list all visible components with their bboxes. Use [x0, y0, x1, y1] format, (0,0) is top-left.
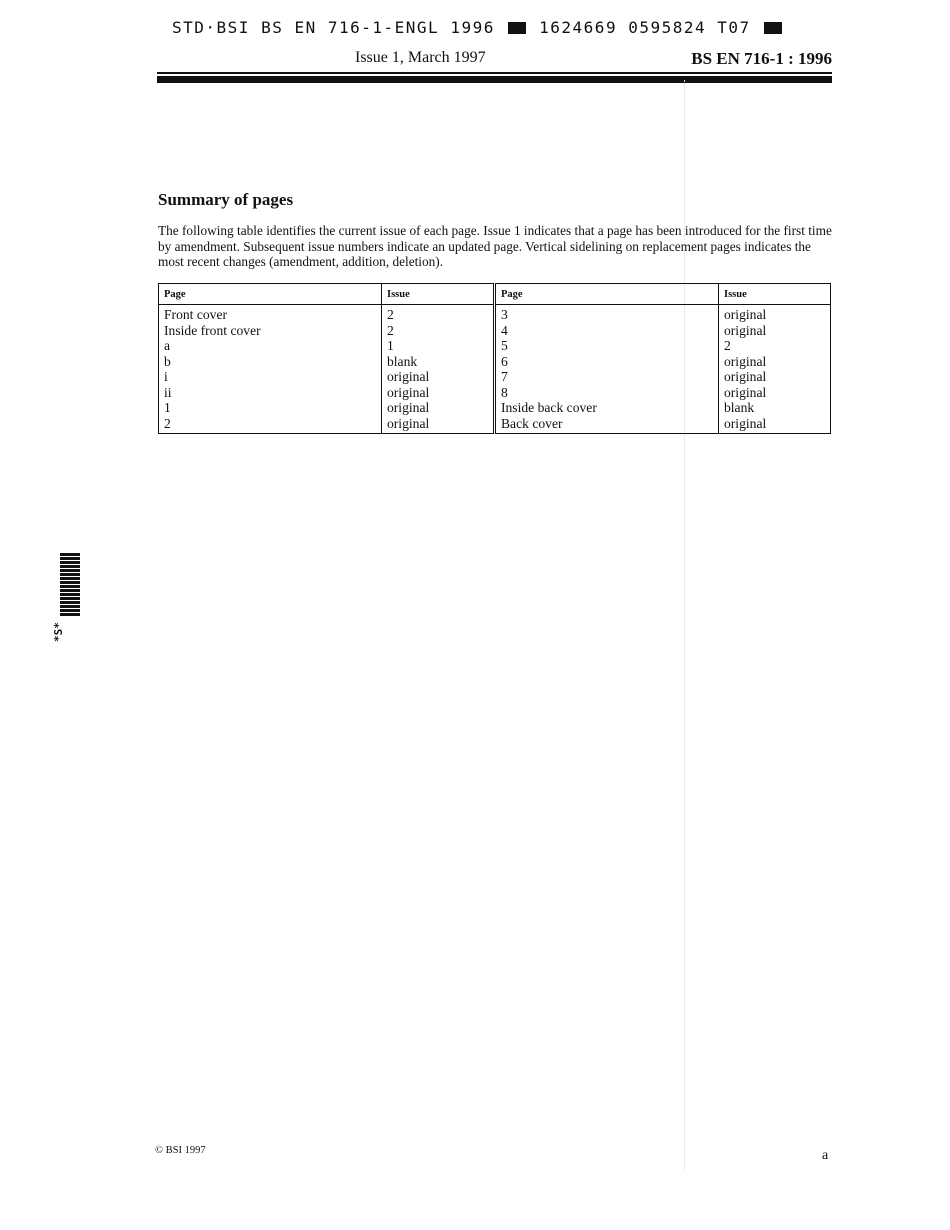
table-cell: 6 [494, 354, 718, 370]
table-cell: blank [718, 400, 830, 416]
table-header-row [159, 284, 831, 305]
table-cell: i [164, 369, 168, 384]
table-cell: 2 [381, 323, 494, 339]
section-heading: Summary of pages [158, 190, 294, 209]
summary-of-pages-table [158, 283, 831, 434]
column-header-page: Page [159, 284, 382, 305]
table-cell: 5 [494, 338, 718, 354]
column-header-issue: Issue [381, 284, 494, 305]
table-row [159, 354, 831, 370]
table-cell: ii [164, 384, 172, 400]
header-rule-thick [157, 76, 832, 83]
table-cell: original [718, 416, 830, 434]
page-number: a [822, 1148, 829, 1163]
table-cell: original [381, 400, 494, 416]
black-block-mark [508, 22, 526, 34]
table-cell: original [381, 385, 494, 401]
intro-paragraph: The following table identifies the current issue of each page. Issue 1 indicates that a page has been introduced for the first time by amendment. Subsequent issue numbers indicate an updated page. Vertical sidelining on replacement pages indicates the most recent changes (amendment, addition, deletion). [158, 223, 832, 269]
table-cell: Inside back cover [494, 400, 718, 416]
table-cell: 4 [494, 323, 718, 339]
document-code-part-2: 1624669 0595824 T07 [539, 18, 751, 37]
table-cell: 7 [494, 369, 718, 385]
table-cell: Front cover [164, 307, 228, 322]
standard-number: BS EN 716-1 : 1996 [691, 49, 832, 68]
table-cell: b [164, 353, 171, 369]
side-mark-text: *S* [52, 622, 65, 642]
table-cell: original [718, 354, 830, 370]
table-cell: original [381, 369, 494, 385]
table-cell: original [718, 323, 830, 339]
table-row [159, 305, 831, 323]
column-header-page: Page [494, 284, 718, 305]
table-cell: original [718, 385, 830, 401]
table-cell: 3 [494, 305, 718, 323]
table-row [159, 369, 831, 385]
table-cell: original [718, 369, 830, 385]
table-row [159, 338, 831, 354]
table-cell: 1 [381, 338, 494, 354]
table-cell: original [718, 305, 830, 323]
table-cell: 1 [164, 400, 171, 415]
issue-date: Issue 1, March 1997 [355, 49, 486, 66]
table-cell: a [164, 338, 171, 353]
document-code-part-1: STD·BSI BS EN 716-1-ENGL 1996 [172, 18, 495, 37]
table-cell: 2 [381, 305, 494, 323]
table-row [159, 385, 831, 401]
table-row [159, 416, 831, 434]
table-cell: 8 [494, 385, 718, 401]
table-row [159, 323, 831, 339]
side-barcode-mark [60, 553, 80, 617]
table-cell: Back cover [494, 416, 718, 434]
header-rule-thin [157, 72, 832, 74]
table-cell: original [381, 416, 494, 434]
table-cell: 2 [164, 415, 171, 431]
table-cell: Inside front cover [164, 322, 261, 338]
table-cell: blank [381, 354, 494, 370]
table-cell: 2 [718, 338, 830, 354]
document-code-line [172, 18, 784, 37]
column-header-issue: Issue [718, 284, 830, 305]
copyright-notice: © BSI 1997 [155, 1145, 206, 1156]
table-row [159, 400, 831, 416]
black-block-mark [764, 22, 782, 34]
